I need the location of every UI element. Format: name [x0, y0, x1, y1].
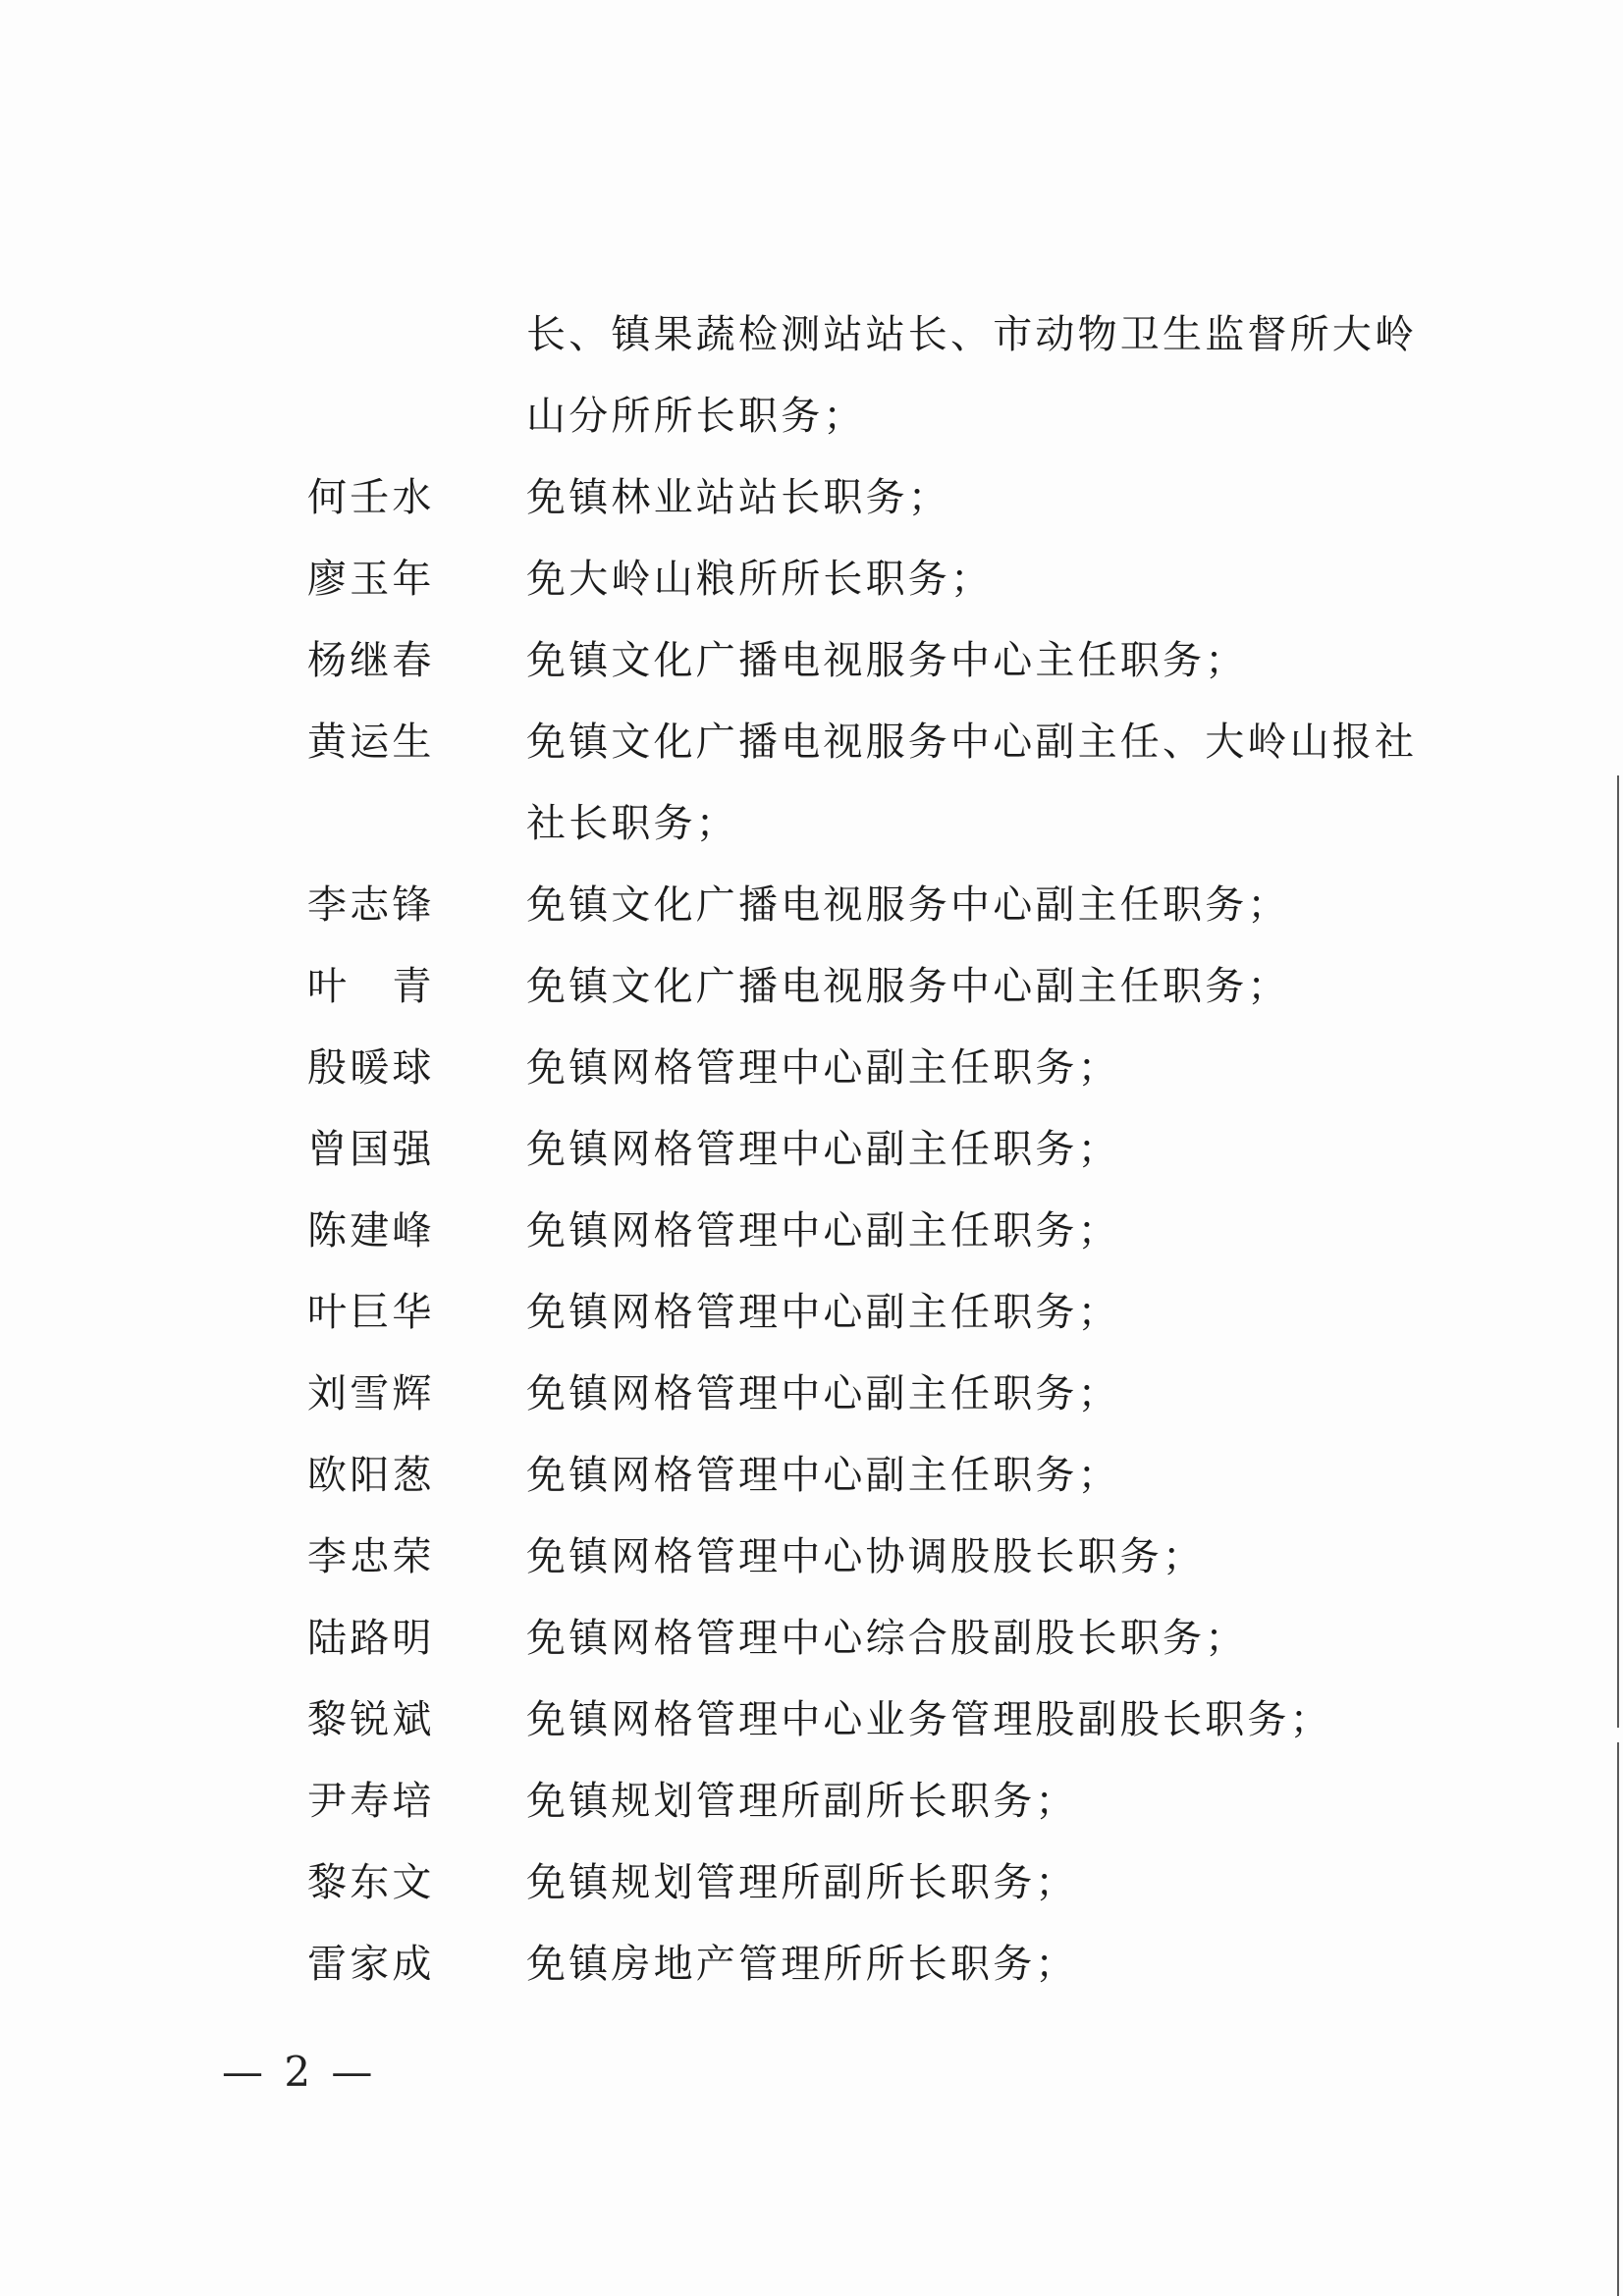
- person-name: 李志锋: [307, 882, 435, 928]
- person-name: 雷家成: [307, 1942, 435, 1987]
- person-name: 叶巨华: [307, 1290, 435, 1335]
- duty-text: [526, 702, 1417, 865]
- appointment-entry: [307, 1109, 1486, 1191]
- duty-text: [526, 1680, 1332, 1761]
- person-name: 陆路明: [307, 1616, 435, 1661]
- duty-line: 免镇文化广播电视服务中心副主任职务；: [526, 882, 1290, 928]
- person-name: 殷暖球: [307, 1045, 435, 1091]
- appointment-entry: [307, 1842, 1486, 1924]
- person-name: 杨继春: [307, 638, 435, 683]
- scan-edge-line: [1617, 1742, 1619, 2296]
- duty-line: 免镇林业站站长职务；: [526, 475, 950, 520]
- person-name: 尹寿培: [307, 1779, 435, 1824]
- continued-entry: [307, 294, 1486, 457]
- duty-text: [526, 294, 1417, 457]
- duty-text: [526, 946, 1290, 1028]
- duty-line: 免镇网格管理中心副主任职务；: [526, 1208, 1120, 1254]
- duty-line: 社长职务；: [526, 801, 738, 846]
- duty-text: [526, 620, 1247, 702]
- appointment-entry: [307, 946, 1486, 1028]
- duty-text: [526, 1598, 1247, 1680]
- appointment-entry: [307, 1272, 1486, 1354]
- duty-line: 免镇网格管理中心副主任职务；: [526, 1045, 1120, 1091]
- appointment-entry: [307, 1028, 1486, 1109]
- appointment-entry: [307, 1924, 1486, 2005]
- person-name: 李忠荣: [307, 1534, 435, 1579]
- appointment-entry: [307, 620, 1486, 702]
- duty-text: [526, 1354, 1120, 1435]
- appointment-list: [307, 294, 1486, 2005]
- person-name: 黎东文: [307, 1860, 435, 1905]
- empty-name-cell: [307, 294, 526, 376]
- person-name: 陈建峰: [307, 1208, 435, 1254]
- appointment-entry: [307, 1435, 1486, 1517]
- duty-line: 免镇网格管理中心副主任职务；: [526, 1290, 1120, 1335]
- person-name: 廖玉年: [307, 557, 435, 602]
- duty-line: 免镇规划管理所副所长职务；: [526, 1860, 1078, 1905]
- appointment-entry: [307, 539, 1486, 620]
- duty-line: 免镇网格管理中心协调股股长职务；: [526, 1534, 1206, 1579]
- duty-line: 免镇文化广播电视服务中心副主任、大岭山报社: [526, 720, 1418, 765]
- person-name: 刘雪辉: [307, 1371, 435, 1416]
- appointment-entry: [307, 457, 1486, 539]
- duty-text: [526, 1191, 1120, 1272]
- duty-line: 免镇房地产管理所所长职务；: [526, 1942, 1078, 1987]
- duty-text: [526, 1924, 1078, 2005]
- duty-text: [526, 457, 950, 539]
- person-name: 黄运生: [307, 720, 435, 765]
- duty-line: 免镇文化广播电视服务中心主任职务；: [526, 638, 1248, 683]
- duty-text: [526, 865, 1290, 946]
- duty-text: [526, 1028, 1120, 1109]
- duty-line: 免镇网格管理中心副主任职务；: [526, 1127, 1120, 1172]
- appointment-entry: [307, 865, 1486, 946]
- duty-line: 免镇网格管理中心业务管理股副股长职务；: [526, 1697, 1332, 1742]
- appointment-entry: [307, 1354, 1486, 1435]
- person-name: 欧阳葱: [307, 1453, 435, 1498]
- appointment-entry: [307, 1598, 1486, 1680]
- scan-edge-line: [1617, 775, 1619, 1728]
- duty-text: [526, 1761, 1078, 1842]
- appointment-entry: [307, 1680, 1486, 1761]
- duty-text: [526, 1842, 1078, 1924]
- duty-text: [526, 1109, 1120, 1191]
- duty-line: 免镇网格管理中心副主任职务；: [526, 1371, 1120, 1416]
- duty-line: 免镇网格管理中心综合股副股长职务；: [526, 1616, 1248, 1661]
- page-number: — 2 —: [222, 2048, 377, 2096]
- duty-text: [526, 1435, 1120, 1517]
- duty-line: 免大岭山粮所所长职务；: [526, 557, 994, 602]
- duty-line: 免镇规划管理所副所长职务；: [526, 1779, 1078, 1824]
- duty-line: 免镇文化广播电视服务中心副主任职务；: [526, 964, 1290, 1009]
- duty-line: 山分所所长职务；: [526, 394, 866, 439]
- appointment-entry: [307, 1761, 1486, 1842]
- appointment-entry: [307, 1191, 1486, 1272]
- duty-line: 免镇网格管理中心副主任职务；: [526, 1453, 1120, 1498]
- duty-text: [526, 1272, 1120, 1354]
- person-name: 何壬水: [307, 475, 435, 520]
- duty-text: [526, 1517, 1205, 1598]
- person-name: 黎锐斌: [307, 1697, 435, 1742]
- appointment-entry: [307, 1517, 1486, 1598]
- person-name: 叶 青: [307, 964, 435, 1009]
- person-name: 曾国强: [307, 1127, 435, 1172]
- duty-line: 长、镇果蔬检测站站长、市动物卫生监督所大岭: [526, 312, 1418, 357]
- appointment-entry: [307, 702, 1486, 865]
- duty-text: [526, 539, 993, 620]
